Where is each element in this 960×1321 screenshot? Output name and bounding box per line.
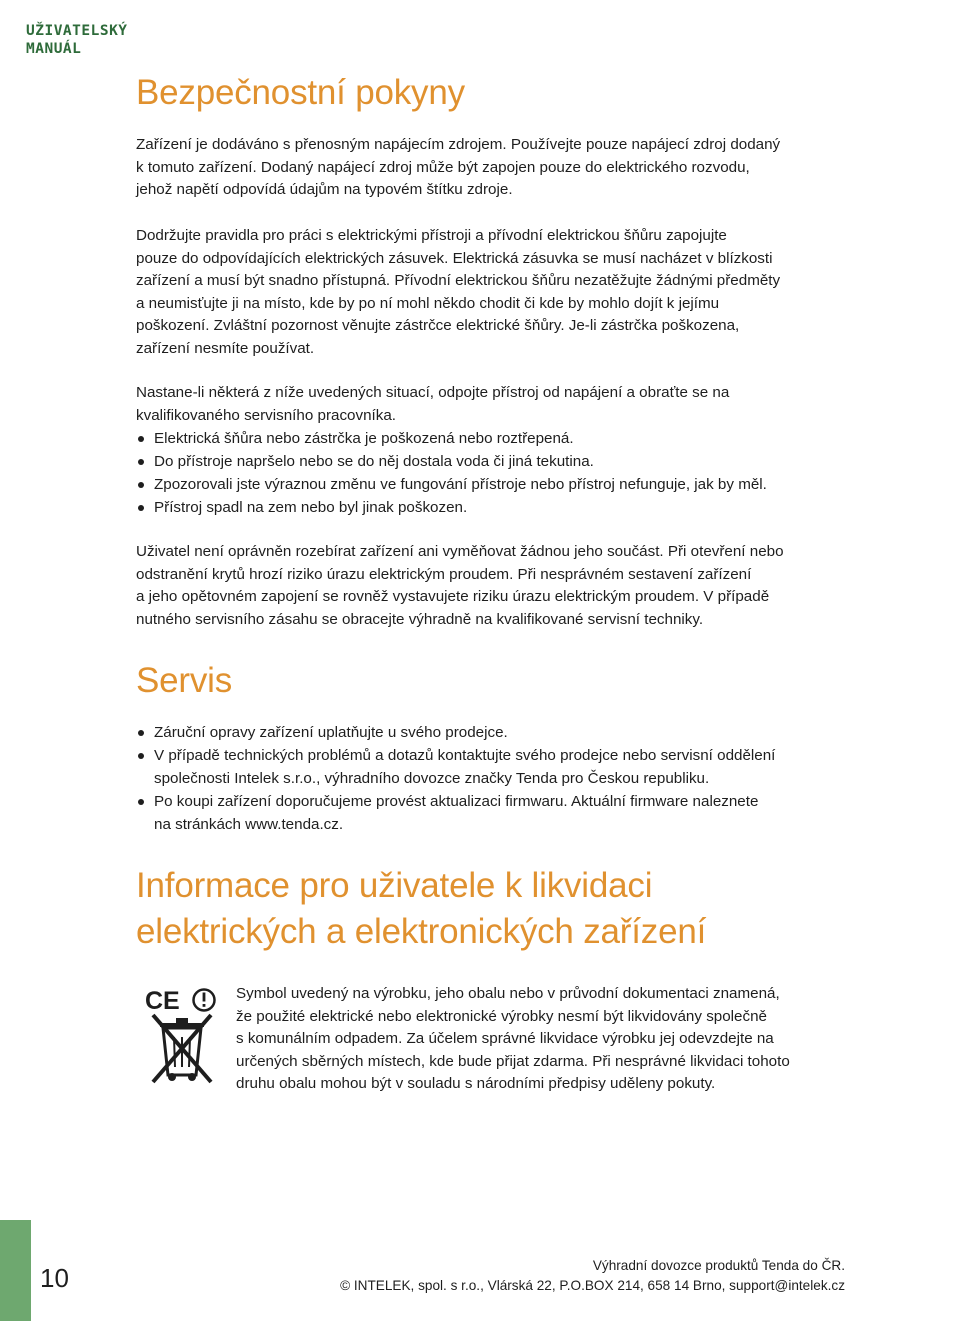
text-line: odstranění krytů hrozí riziko úrazu elektrickým proudem. Při nesprávném sestavení zařízení — [136, 565, 752, 583]
text-line: jehož napětí odpovídá údajům na typovém štítku zdroje. — [136, 181, 513, 198]
safety-paragraph-3 — [136, 382, 729, 427]
text-line: Nastane-li některá z níže uvedených situací, odpojte přístroj od napájení a obraťte se na — [136, 384, 730, 401]
text-line: poškození. Zvláštní pozornost věnujte zástrčce elektrické šňůry. Je-li zástrčka poškozena, — [136, 317, 740, 334]
service-title: Servis — [136, 661, 233, 700]
list-item: Přístroj spadl na zem nebo byl jinak poškozen. — [136, 496, 767, 519]
safety-bullet-list — [136, 427, 767, 519]
disposal-paragraph — [236, 983, 790, 1096]
service-bullet-list — [136, 721, 775, 836]
text-line: zařízení a musí být snadno přístupná. Přívodní elektrickou šňůru nezatěžujte žádnými předměty — [136, 272, 781, 289]
text-line: na stránkách www.tenda.cz. — [154, 816, 344, 833]
text-line: Symbol uvedený na výrobku, jeho obalu nebo v průvodní dokumentaci znamená, — [236, 985, 780, 1002]
weee-bin-icon — [141, 985, 221, 1085]
text-line: k tomuto zařízení. Dodaný napájecí zdroj může být zapojen pouze do elektrického rozvodu, — [136, 158, 750, 176]
list-item — [136, 721, 775, 744]
header-line-1: UŽIVATELSKÝ — [26, 23, 128, 39]
text-line: Uživatel není oprávněn rozebírat zařízení ani vyměňovat žádnou jeho součást. Při otevření nebo — [136, 543, 784, 560]
text-line: kvalifikovaného servisního pracovníka. — [136, 406, 397, 424]
manual-header-label — [26, 22, 128, 58]
text-line: pouze do odpovídajících elektrických zásuvek. Elektrická zásuvka se musí nacházet v blízkosti — [136, 249, 773, 267]
list-item — [136, 790, 775, 836]
text-line: že použité elektrické nebo elektronické výrobky nesmí být likvidovány společně — [236, 1007, 767, 1025]
list-item: Zpozorovali jste výraznou změnu ve fungování přístroje nebo přístroj nefunguje, jak by měl. — [136, 473, 767, 496]
safety-paragraph-2 — [136, 225, 780, 360]
header-line-2: MANUÁL — [26, 41, 82, 57]
page-number: 10 — [40, 1263, 69, 1293]
safety-paragraph-1 — [136, 134, 780, 202]
footer-line-2: © INTELEK, spol. s r.o., Vlárská 22, P.O.BOX 214, 658 14 Brno, support@intelek.cz — [340, 1278, 845, 1293]
text-line: s komunálním odpadem. Za účelem správné likvidace výrobku jej odevzdejte na — [236, 1030, 774, 1047]
text-line: Po koupi zařízení doporučujeme provést aktualizaci firmwaru. Aktuální firmware naleznete — [154, 793, 759, 810]
list-item: Do přístroje napršelo nebo se do něj dostala voda či jiná tekutina. — [136, 450, 767, 473]
text-line: zařízení nesmíte používat. — [136, 339, 315, 357]
list-item — [136, 744, 775, 790]
disposal-title-line-2: elektrických a elektronických zařízení — [136, 912, 707, 951]
text-line: V případě technických problémů a dotazů kontaktujte svého prodejce nebo servisní oddělení — [154, 747, 776, 764]
footer-line-1: Výhradní dovozce produktů Tenda do ČR. — [592, 1258, 845, 1273]
text-line: druhu obalu mohou být v souladu s národními předpisy uděleny pokuty. — [236, 1075, 716, 1092]
safety-paragraph-4 — [136, 541, 784, 631]
list-item: Elektrická šňůra nebo zástrčka je poškozená nebo roztřepená. — [136, 427, 767, 450]
text-line: Záruční opravy zařízení uplatňujte u svého prodejce. — [154, 724, 508, 741]
ce-mark: CE — [145, 987, 180, 1015]
text-line: Dodržujte pravidla pro práci s elektrickými přístroji a přívodní elektrickou šňůru zapojujte — [136, 227, 727, 244]
text-line: určených sběrných místech, kde bude přijat zdarma. Při nesprávné likvidaci tohoto — [236, 1052, 790, 1070]
text-line: Zařízení je dodáváno s přenosným napájecím zdrojem. Používejte pouze napájecí zdroj dodaný — [136, 136, 781, 153]
text-line: a neumisťujte ji na místo, kde by po ní mohl někdo chodit či kde by mohlo dojít k jejímu — [136, 294, 720, 312]
footer — [340, 1256, 845, 1296]
page-side-bar — [0, 1220, 31, 1321]
safety-title: Bezpečnostní pokyny — [136, 73, 465, 112]
text-line: a jeho opětovném zapojení se rovněž vystavujete riziku úrazu elektrickým proudem. V případě — [136, 588, 770, 605]
text-line: společnosti Intelek s.r.o., výhradního dovozce značky Tenda pro Českou republiku. — [154, 770, 710, 787]
disposal-title-line-1: Informace pro uživatele k likvidaci — [136, 866, 653, 905]
text-line: nutného servisního zásahu se obracejte výhradně na kvalifikované servisní techniky. — [136, 610, 704, 628]
weee-symbols — [141, 985, 221, 1085]
